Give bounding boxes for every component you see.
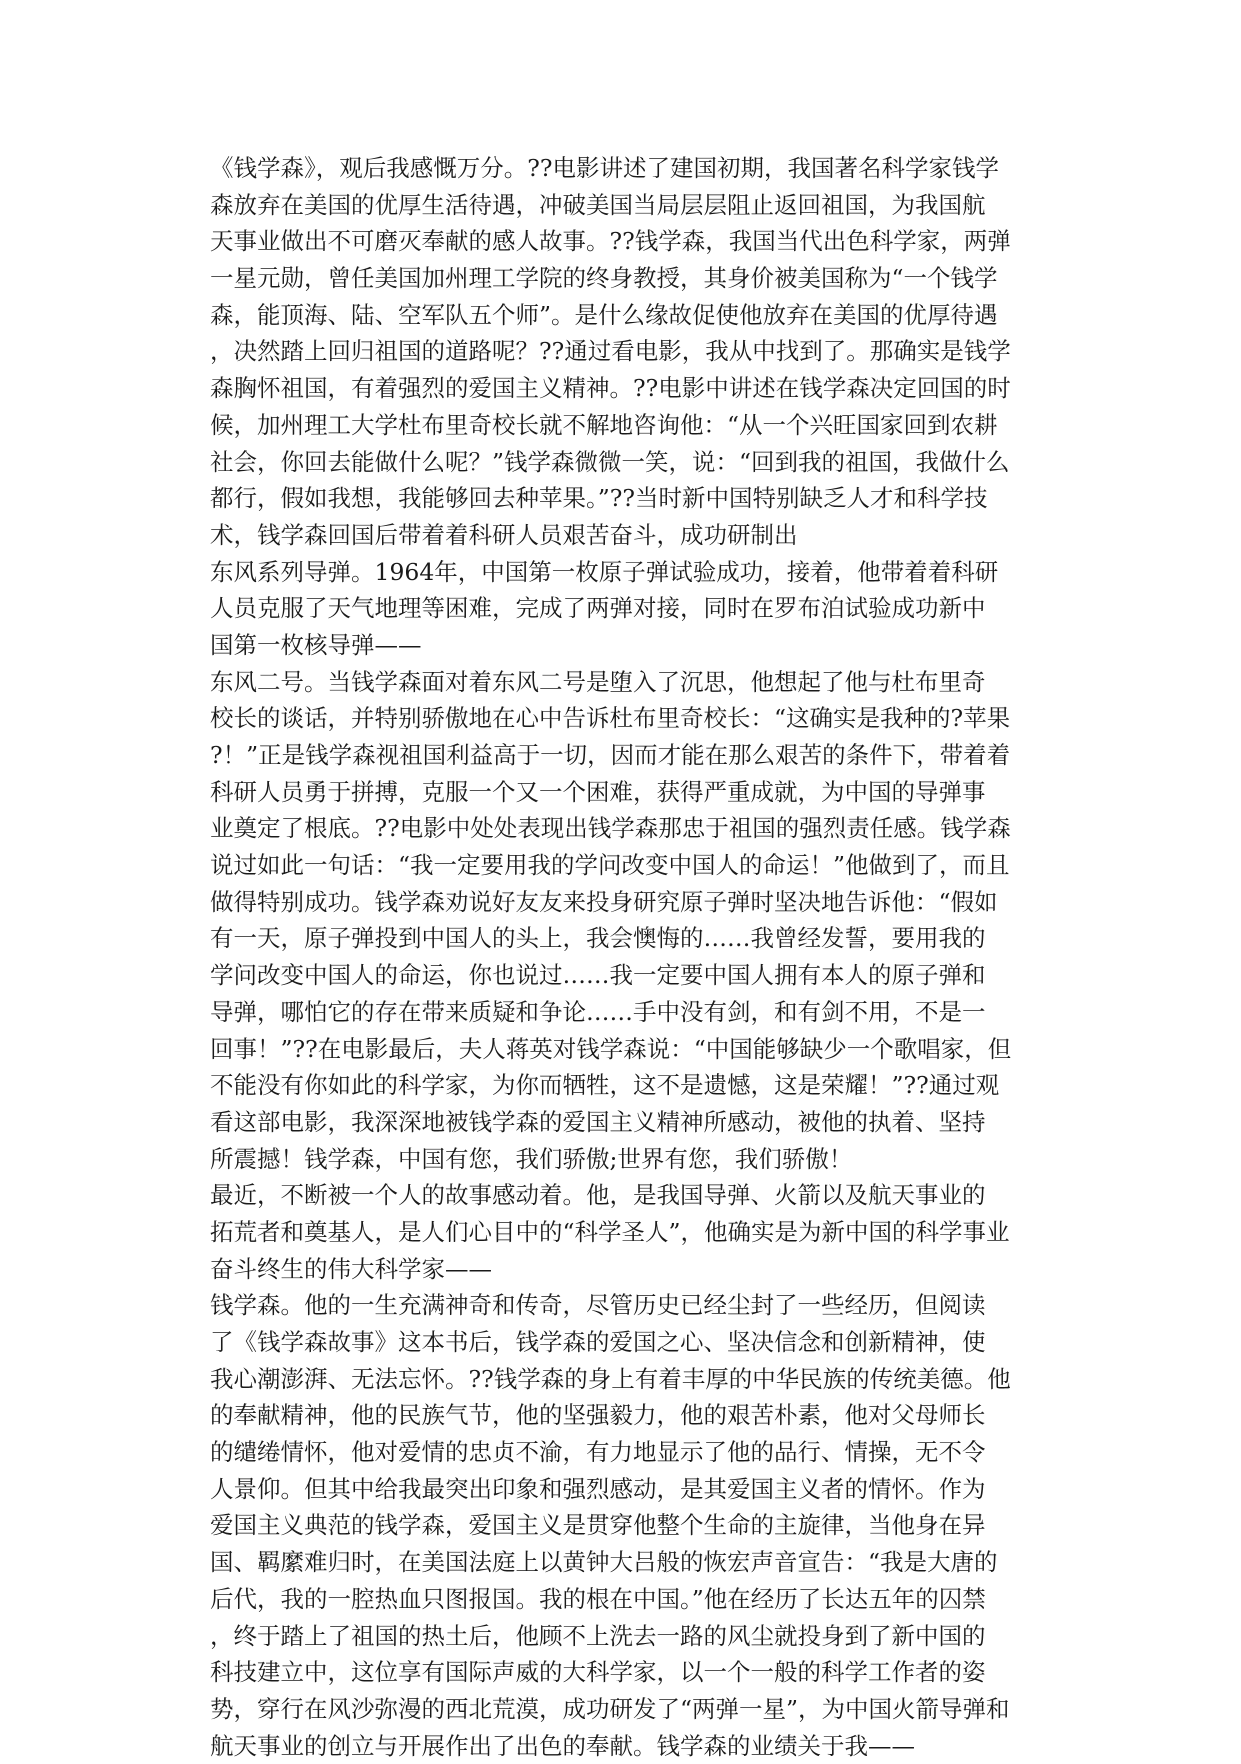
text-line: 社会，你回去能做什么呢？”钱学森微微一笑，说：“回到我的祖国，我做什么 xyxy=(210,447,1010,476)
text-line: 《钱学森》，观后我感慨万分。??电影讲述了建国初期，我国著名科学家钱学 xyxy=(210,154,999,182)
text-line: 势，穿行在风沙弥漫的西北荒漠，成功研发了“两弹一星”，为中国火箭导弹和 xyxy=(210,1694,1010,1723)
text-line: 后代，我的一腔热血只图报国。我的根在中国。”他在经历了长达五年的囚禁 xyxy=(210,1584,986,1613)
text-line: 导弹，哪怕它的存在带来质疑和争论……手中没有剑，和有剑不用，不是一 xyxy=(210,997,986,1026)
text-line: 森，能顶海、陆、空军队五个师”。是什么缘故促使他放弃在美国的优厚待遇 xyxy=(210,300,998,329)
text-line: 了《钱学森故事》这本书后，钱学森的爱国之心、坚决信念和创新精神，使 xyxy=(210,1328,986,1356)
text-line: 候，加州理工大学杜布里奇校长就不解地咨询他：“从一个兴旺国家回到农耕 xyxy=(210,410,998,439)
text-line: 东风系列导弹。1964年，中国第一枚原子弹试验成功，接着，他带着着科研 xyxy=(210,557,999,586)
text-line: 看这部电影，我深深地被钱学森的爱国主义精神所感动，被他的执着、坚持 xyxy=(210,1107,986,1136)
body-text xyxy=(210,150,1060,1764)
text-line: 最近，不断被一个人的故事感动着。他，是我国导弹、火箭以及航天事业的 xyxy=(210,1181,986,1210)
text-line: 回事！”??在电影最后，夫人蒋英对钱学森说：“中国能够缺少一个歌唱家，但 xyxy=(210,1034,1012,1063)
text-line: 学问改变中国人的命运，你也说过……我一定要中国人拥有本人的原子弹和 xyxy=(210,961,986,990)
text-line: 钱学森。他的一生充满神奇和传奇，尽管历史已经尘封了一些经历，但阅读 xyxy=(210,1291,986,1320)
text-line: 爱国主义典范的钱学森，爱国主义是贯穿他整个生命的主旋律，当他身在异 xyxy=(210,1511,986,1540)
text-line: 说过如此一句话：“我一定要用我的学问改变中国人的命运！”他做到了，而且 xyxy=(210,851,1010,880)
text-line: 校长的谈话，并特别骄傲地在心中告诉杜布里奇校长：“这确实是我种的?苹果 xyxy=(210,704,1011,733)
text-line: ，决然踏上回归祖国的道路呢？??通过看电影，我从中找到了。那确实是钱学 xyxy=(210,337,1011,366)
text-line: ，终于踏上了祖国的热土后，他顾不上洗去一路的风尘就投身到了新中国的 xyxy=(210,1621,986,1650)
text-line: 人员克服了天气地理等困难，完成了两弹对接，同时在罗布泊试验成功新中 xyxy=(210,594,986,623)
text-line: 不能没有你如此的科学家，为你而牺牲，这不是遗憾，这是荣耀！”??通过观 xyxy=(210,1071,1000,1100)
text-line: 天事业做出不可磨灭奉献的感人故事。??钱学森，我国当代出色科学家，两弹 xyxy=(210,227,1011,256)
text-line: 有一天，原子弹投到中国人的头上，我会懊悔的……我曾经发誓，要用我的 xyxy=(210,924,986,953)
text-line: 森胸怀祖国，有着强烈的爱国主义精神。??电影中讲述在钱学森决定回国的时 xyxy=(210,374,1011,403)
text-line: 的缱绻情怀，他对爱情的忠贞不渝，有力地显示了他的品行、情操，无不令 xyxy=(210,1438,986,1467)
text-line: 科技建立中，这位享有国际声威的大科学家，以一个一般的科学工作者的姿 xyxy=(210,1658,986,1687)
text-line: 科研人员勇于拼搏，克服一个又一个困难，获得严重成就，为中国的导弹事 xyxy=(210,777,986,806)
text-line: 东风二号。当钱学森面对着东风二号是堕入了沉思，他想起了他与杜布里奇 xyxy=(210,667,986,696)
text-line: 一星元勋，曾任美国加州理工学院的终身教授，其身价被美国称为“一个钱学 xyxy=(210,264,998,293)
text-line: 所震撼！钱学森，中国有您，我们骄傲;世界有您，我们骄傲！ xyxy=(210,1144,853,1173)
text-line: 人景仰。但其中给我最突出印象和强烈感动，是其爱国主义者的情怀。作为 xyxy=(210,1474,986,1503)
text-line: 拓荒者和奠基人，是人们心目中的“科学圣人”，他确实是为新中国的科学事业 xyxy=(210,1217,1010,1246)
text-line: 奋斗终生的伟大科学家—— xyxy=(210,1254,492,1283)
text-line: 做得特别成功。钱学森劝说好友友来投身研究原子弹时坚决地告诉他：“假如 xyxy=(210,887,998,916)
text-line: ?！”正是钱学森视祖国利益高于一切，因而才能在那么艰苦的条件下，带着着 xyxy=(210,741,1011,769)
text-line: 术，钱学森回国后带着着科研人员艰苦奋斗，成功研制出 xyxy=(210,520,798,549)
text-line: 都行，假如我想，我能够回去种苹果。”??当时新中国特别缺乏人才和科学技 xyxy=(210,484,988,513)
text-line: 森放弃在美国的优厚生活待遇，冲破美国当局层层阻止返回祖国，为我国航 xyxy=(210,190,986,219)
text-line: 国、羁縻难归时，在美国法庭上以黄钟大吕般的恢宏声音宣告：“我是大唐的 xyxy=(210,1548,998,1577)
text-line: 业奠定了根底。??电影中处处表现出钱学森那忠于祖国的强烈责任感。钱学森 xyxy=(210,814,1011,843)
text-line: 航天事业的创立与开展作出了出色的奉献。钱学森的业绩关于我—— xyxy=(210,1731,915,1760)
text-line: 国第一枚核导弹—— xyxy=(210,630,422,659)
text-line: 的奉献精神，他的民族气节，他的坚强毅力，他的艰苦朴素，他对父母师长 xyxy=(210,1401,986,1430)
text-line: 我心潮澎湃、无法忘怀。??钱学森的身上有着丰厚的中华民族的传统美德。他 xyxy=(210,1364,1011,1393)
